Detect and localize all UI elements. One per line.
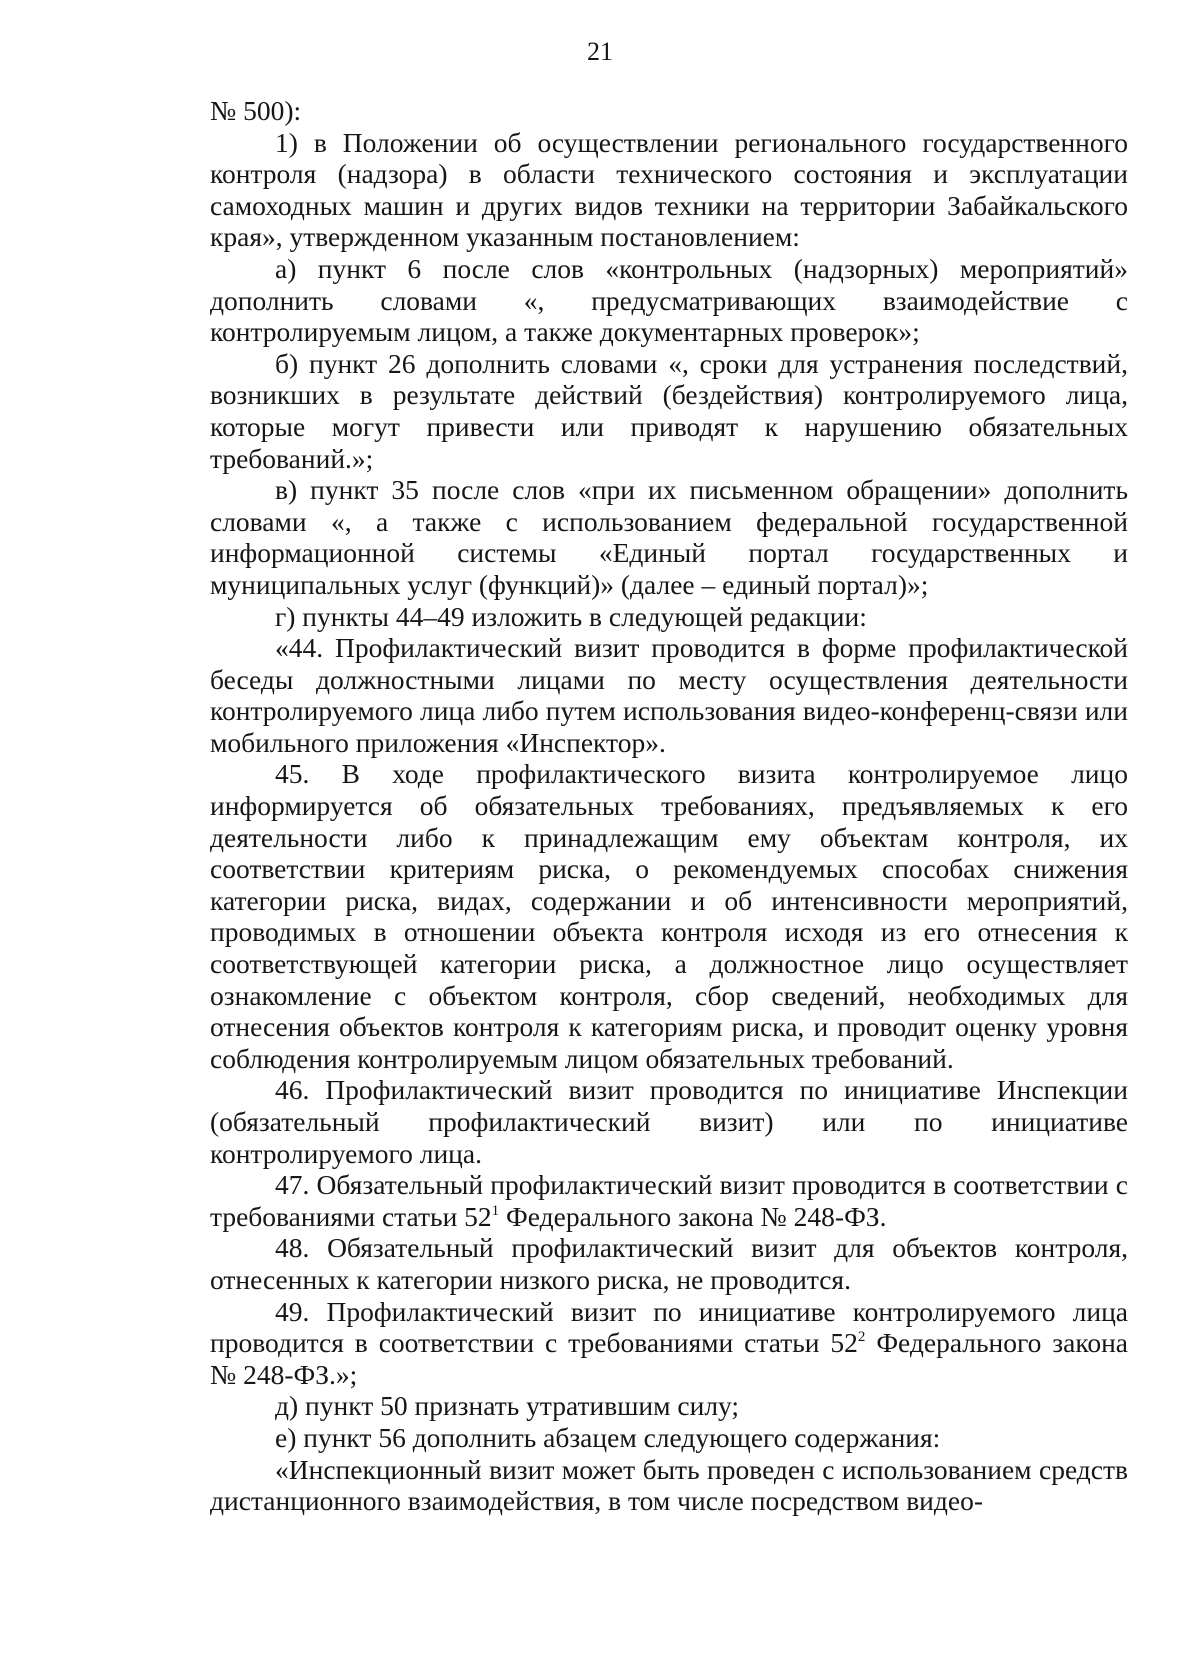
paragraph-subitem-d: д) пункт 50 признать утратившим силу; <box>275 1390 740 1422</box>
clause-49-text-before: 49. Профилактический визит по инициативе контролируемого лица проводится в соответствии с требованиями статьи 52 <box>210 1295 1128 1359</box>
paragraph-subitem-e: е) пункт 56 дополнить абзацем следующего содержания: <box>275 1421 941 1453</box>
document-body <box>210 95 1128 1517</box>
paragraph-clause-49 <box>210 1296 1128 1391</box>
paragraph-subitem-v: в) пункт 35 после слов «при их письменном обращении» дополнить словами «, а также с использованием федеральной государственной информационной системы «Единый портал государственных и муниципальных услуг (функций)» (далее – единый портал)»; <box>210 474 1128 600</box>
clause-49-text-after: Федерального закона № 248-ФЗ.»; <box>210 1327 1128 1390</box>
paragraph-heading-continuation: № 500): <box>210 95 302 126</box>
paragraph-clause-47 <box>210 1169 1128 1232</box>
page-number: 21 <box>587 37 613 66</box>
paragraph-quoted-addition: «Инспекционный визит может быть проведен с использованием средств дистанционного взаимодействия, в том числе посредством видео- <box>210 1453 1128 1517</box>
paragraph-subitem-g: г) пункты 44–49 изложить в следующей редакции: <box>275 600 867 632</box>
clause-47-superscript: 1 <box>491 1202 500 1219</box>
paragraph-clause-45: 45. В ходе профилактического визита контролируемое лицо информируется об обязательных требованиях, предъявляемых к его деятельности либо к принадлежащим ему объектам контроля, их соответствии критериям риска, о рекомендуемых способах снижения категории риска, видах, содержании и об интенсивности мероприятий, проводимых в отношении объекта контроля исходя из его отнесения к соответствующей категории риска, а должностное лицо осуществляет ознакомление с объектом контроля, сбор сведений, необходимых для отнесения объектов контроля к категориям риска, и проводит оценку уровня соблюдения контролируемым лицом обязательных требований. <box>210 758 1128 1074</box>
paragraph-clause-46: 46. Профилактический визит проводится по инициативе Инспекции (обязательный профилактический визит) или по инициативе контролируемого лица. <box>210 1074 1128 1169</box>
clause-47-text-after: Федерального закона № 248-ФЗ. <box>499 1200 887 1232</box>
clause-49-superscript: 2 <box>857 1329 866 1346</box>
paragraph-clause-48: 48. Обязательный профилактический визит для объектов контроля, отнесенных к категории низкого риска, не проводится. <box>210 1232 1128 1295</box>
paragraph-clause-44: «44. Профилактический визит проводится в форме профилактической беседы должностными лицами по месту осуществления деятельности контролируемого лица либо путем использования видео-конференц-связи или мобильного приложения «Инспектор». <box>210 632 1128 758</box>
paragraph-subitem-b: б) пункт 26 дополнить словами «, сроки для устранения последствий, возникших в результате действий (бездействия) контролируемого лица, которые могут привести или приводят к нарушению обязательных требований.»; <box>210 347 1128 474</box>
paragraph-subitem-a: а) пункт 6 после слов «контрольных (надзорных) мероприятий» дополнить словами «, предусматривающих взаимодействие с контролируемым лицом, а также документарных проверок»; <box>210 252 1128 348</box>
clause-47-text-before: 47. Обязательный профилактический визит проводится в соответствии с требованиями статьи 52 <box>210 1169 1128 1232</box>
paragraph-item-1: 1) в Положении об осуществлении регионального государственного контроля (надзора) в области технического состояния и эксплуатации самоходных машин и других видов техники на территории Забайкальского края», утвержденном указанным постановлением: <box>210 126 1128 253</box>
